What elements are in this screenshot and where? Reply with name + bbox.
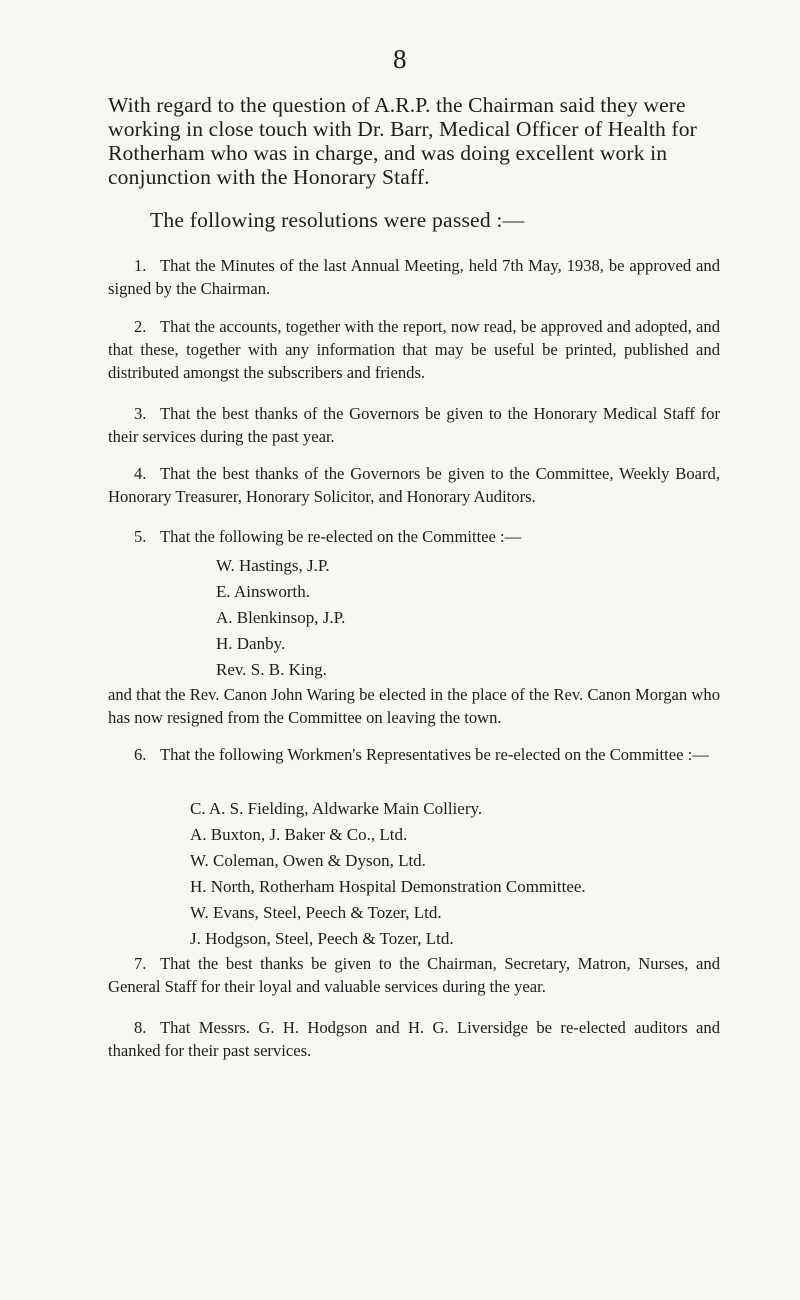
resolution-number: 7.: [134, 954, 147, 973]
resolution-text: That the best thanks of the Governors be given to the Honorary Medical Staff for their services during the past year.: [108, 404, 720, 446]
list-item: W. Hastings, J.P.: [216, 556, 330, 575]
resolution-number: 3.: [134, 404, 147, 423]
list-item: E. Ainsworth.: [216, 582, 310, 601]
resolution-number: 2.: [134, 317, 147, 336]
resolution-8: [108, 1016, 720, 1062]
resolution-5-continuation: and that the Rev. Canon John Waring be elected in the place of the Rev. Canon Morgan who has now resigned from the Committee on leaving the town.: [108, 685, 720, 727]
resolution-text: That the following Workmen's Representatives be re-elected on the Committee :—: [160, 745, 709, 764]
resolution-4: [108, 462, 720, 508]
resolutions-heading: The following resolutions were passed :—: [150, 208, 525, 232]
resolution-number: 8.: [134, 1018, 147, 1037]
resolution-1: [108, 254, 720, 300]
list-item: Rev. S. B. King.: [216, 660, 327, 679]
resolution-3: [108, 402, 720, 448]
intro-text: With regard to the question of A.R.P. the Chairman said they were working in close touch with Dr. Barr, Medical Officer of Health for Rotherham who was in charge, and was doing excellent work in conjunction with the Honorary Staff.: [108, 93, 697, 189]
resolution-6: [108, 743, 720, 766]
list-item: J. Hodgson, Steel, Peech & Tozer, Ltd.: [190, 929, 454, 948]
intro-paragraph: [108, 93, 728, 189]
resolution-text: That the following be re-elected on the Committee :—: [160, 527, 522, 546]
list-item: A. Buxton, J. Baker & Co., Ltd.: [190, 825, 408, 844]
resolution-number: 1.: [134, 256, 147, 275]
resolution-number: 6.: [134, 745, 147, 764]
resolution-number: 4.: [134, 464, 147, 483]
list-item: C. A. S. Fielding, Aldwarke Main Colliery.: [190, 799, 483, 818]
list-item: H. Danby.: [216, 634, 286, 653]
resolution-number: 5.: [134, 527, 147, 546]
list-item: W. Evans, Steel, Peech & Tozer, Ltd.: [190, 903, 442, 922]
resolution-text: That the accounts, together with the report, now read, be approved and adopted, and that these, together with any information that may be useful be printed, published and distributed amongst the subscribers and friends.: [108, 317, 720, 382]
list-item: A. Blenkinsop, J.P.: [216, 608, 346, 627]
list-item: W. Coleman, Owen & Dyson, Ltd.: [190, 851, 426, 870]
resolution-text: That the Minutes of the last Annual Meeting, held 7th May, 1938, be approved and signed by the Chairman.: [108, 256, 720, 298]
resolution-5: [108, 525, 720, 548]
workmen-representatives-list: [190, 796, 586, 952]
list-item: H. North, Rotherham Hospital Demonstration Committee.: [190, 877, 586, 896]
resolution-text: That Messrs. G. H. Hodgson and H. G. Liversidge be re-elected auditors and thanked for their past services.: [108, 1018, 720, 1060]
resolution-2: [108, 315, 720, 384]
committee-names-list: [216, 553, 345, 683]
resolution-text: That the best thanks be given to the Chairman, Secretary, Matron, Nurses, and General Staff for their loyal and valuable services during the year.: [108, 954, 720, 996]
resolution-7: [108, 952, 720, 998]
page-number: 8: [393, 44, 407, 74]
resolution-text: That the best thanks of the Governors be given to the Committee, Weekly Board, Honorary Treasurer, Honorary Solicitor, and Honorary Auditors.: [108, 464, 720, 506]
